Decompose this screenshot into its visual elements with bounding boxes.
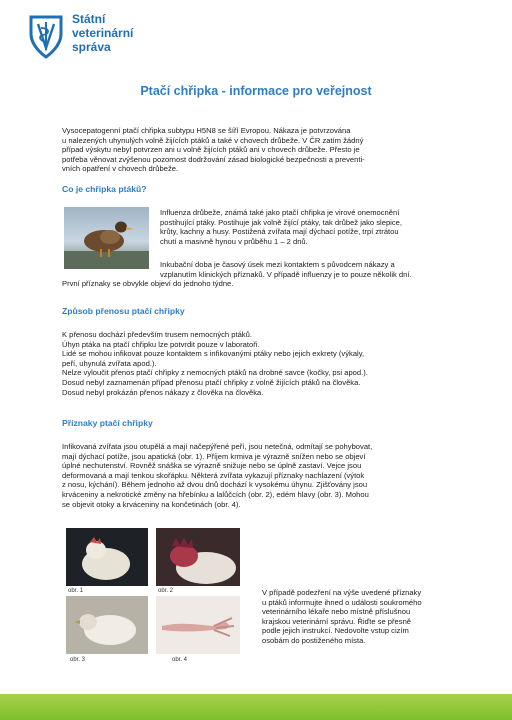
intro-line: potřeba věnovat zvýšenou pozornost dodržování zásad biologické bezpečnosti a preventi- <box>62 154 365 164</box>
symptoms-line: Infikovaná zvířata jsou otupělá a mají načepýřené peří, jsou netečná, odmítají se pohybovat, <box>62 442 373 451</box>
symptoms-line: deformovaná a mají tenkou skořápku. Některá zvířata vykazují příznaky nachlazení (výtok <box>62 470 365 480</box>
intro-line: u nalezených uhynulých volně žijících ptáků a také v chovech drůbeže. V ČR zatím žádný <box>62 135 364 145</box>
symptoms-line: se objevit otoky a krváceniny na končetinách (obr. 4). <box>62 499 241 509</box>
intro-line: případ výskytu nebyl potvrzen ani u volně žijících ptáků ani v chovech drůbeže. Přesto je <box>62 145 360 155</box>
photo-4 <box>156 596 240 654</box>
what-line: krůty, kachny a husy. Postižená zvířata mají dýchací potíže, trpí ztrátou <box>160 227 399 237</box>
chicken-comb-illustration <box>156 528 240 586</box>
transmission-line: K přenosu dochází především trusem nemocných ptáků. <box>62 330 252 339</box>
advice-line: podle jejich instrukcí. Nedovolte vstup cizím <box>262 626 409 636</box>
transmission-line: Dosud nebyl prokázán přenos nákazy z člověka na člověka. <box>62 387 264 397</box>
photo-3 <box>66 596 148 654</box>
transmission-line: peří, uhynulá zvířata apod.). <box>62 358 157 368</box>
what-line: První příznaky se obvykle objeví do jednoho týdne. <box>62 279 234 289</box>
footer-bar <box>0 694 512 720</box>
advice-line: V případě podezření na výše uvedené příznaky <box>262 588 422 597</box>
symptoms-line: mají dýchací potíže, jsou apatická (obr. 1). Příjem krmiva je výrazně snížen nebo se objeví <box>62 451 366 461</box>
what-paragraph-1 <box>160 208 460 246</box>
section-heading-transmission: Způsob přenosu ptačí chřipky <box>62 306 185 316</box>
symptoms-line: krváceniny a nekrotické změny na hřebínku a lalůčcích (obr. 2), edém hlavy (obr. 3). Mohou <box>62 489 369 499</box>
chicken-legs-illustration <box>156 596 240 654</box>
logo <box>28 12 228 68</box>
what-line: Influenza drůbeže, známá také jako ptačí chřipka je virové onemocnění <box>160 208 400 217</box>
photo-1 <box>66 528 148 586</box>
section-heading-symptoms: Příznaky ptačí chřipky <box>62 418 153 428</box>
symptoms-line: úplné nechutenství. Rovněž snáška se výrazně snižuje nebo se úplně zastaví. Vejce jsou <box>62 461 362 471</box>
what-line: Inkubační doba je časový úsek mezi kontaktem s původcem nákazy a <box>160 260 395 269</box>
intro-paragraph <box>62 126 450 174</box>
what-line: vzplanutím klinických příznaků. V případě influenzy je to pouze několik dní. <box>160 269 412 279</box>
logo-line-3: správa <box>72 40 111 54</box>
page-title: Ptačí chřipka - informace pro veřejnost <box>140 84 372 98</box>
transmission-paragraph <box>62 330 462 397</box>
advice-line: u ptáků informujte ihned o události soukromého <box>262 597 422 607</box>
transmission-line: Dosud nebyl zaznamenán případ přenosu ptačí chřipky z volně žijících ptáků na člověka. <box>62 377 361 387</box>
caption-4: obr. 4 <box>172 657 188 663</box>
section-heading-what: Co je chřipka ptáků? <box>62 184 147 194</box>
what-paragraph-2 <box>62 260 462 289</box>
symptoms-paragraph <box>62 442 462 509</box>
symptoms-line: z nosu, kýchání). Během jednoho až dvou dnů dochází k vysokému úhynu. Zjišťovány jsou <box>62 480 368 490</box>
what-line: chutí a masivně hynou v průběhu 1 – 2 dnů. <box>160 236 308 246</box>
what-line: postihující ptáky. Postihuje jak volně žijící ptáky, tak drůbež jako slepice, <box>160 217 402 227</box>
logo-line-1: Státní <box>72 12 106 26</box>
sick-chicken-illustration <box>66 528 148 586</box>
svs-shield-icon <box>28 14 64 60</box>
head-edema-illustration <box>66 596 148 654</box>
caption-3: obr. 3 <box>70 657 86 663</box>
intro-line: vních opatření v chovech drůbeže. <box>62 164 179 174</box>
advice-paragraph <box>262 588 462 646</box>
transmission-line: Úhyn ptáka na ptačí chřipku lze potvrdit pouze v laboratoři. <box>62 339 260 349</box>
advice-line: veterinárního lékaře nebo místně příslušnou <box>262 607 411 617</box>
caption-1: obr. 1 <box>68 588 84 594</box>
transmission-line: Nelze vyloučit přenos ptačí chřipky z nemocných ptáků na drobné savce (kočky, psi apod.). <box>62 368 368 378</box>
caption-2: obr. 2 <box>158 588 174 594</box>
logo-line-2: veterinární <box>72 26 134 40</box>
logo-text <box>72 12 133 54</box>
transmission-line: Lidé se mohou infikovat pouze kontaktem s infikovanými ptáky nebo jejich exkrety (výkaly, <box>62 349 365 359</box>
advice-line: osobám do postiženého místa. <box>262 635 366 645</box>
intro-line: Vysocepatogenní ptačí chřipka subtypu H5N8 se šíří Evropou. Nákaza je potvrzována <box>62 126 351 135</box>
advice-line: krajskou veterinární správu. Řiďte se přesně <box>262 616 412 626</box>
photo-2 <box>156 528 240 586</box>
